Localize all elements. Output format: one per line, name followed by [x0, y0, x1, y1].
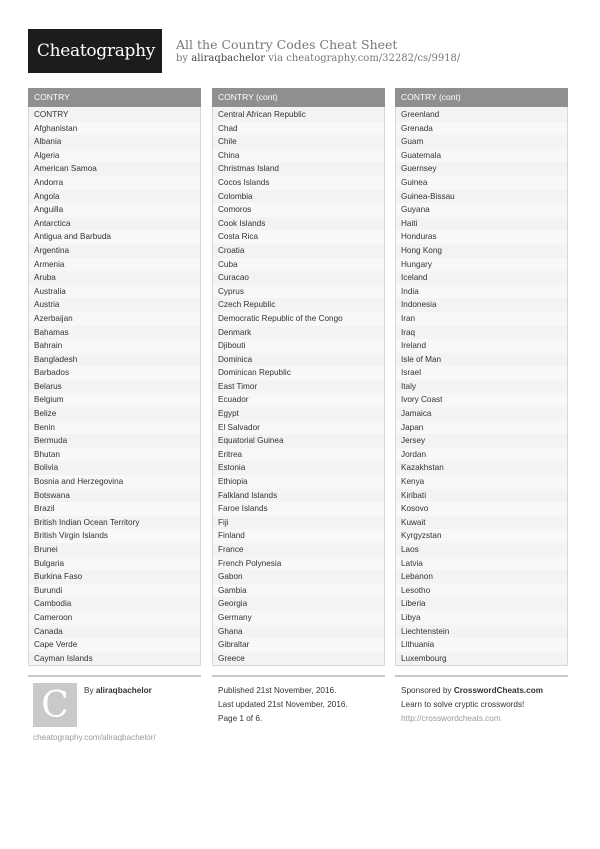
country-row: Kazakhstan — [396, 461, 567, 475]
country-row: Belize — [29, 407, 200, 421]
country-row: Kiribati — [396, 489, 567, 503]
footer-divider — [395, 675, 568, 677]
country-row: Isle of Man — [396, 353, 567, 367]
author-credit — [84, 686, 152, 695]
country-row: Libya — [396, 611, 567, 625]
country-row: Bulgaria — [29, 557, 200, 571]
country-row: France — [213, 543, 384, 557]
country-row: Denmark — [213, 326, 384, 340]
country-row: Djibouti — [213, 339, 384, 353]
country-row: Guam — [396, 135, 567, 149]
country-row: Botswana — [29, 489, 200, 503]
country-row: Germany — [213, 611, 384, 625]
country-row: Bhutan — [29, 448, 200, 462]
country-row: Cook Islands — [213, 217, 384, 231]
country-row: Brazil — [29, 502, 200, 516]
country-row: Iceland — [396, 271, 567, 285]
country-row: French Polynesia — [213, 557, 384, 571]
country-row: Brunei — [29, 543, 200, 557]
country-row: Dominica — [213, 353, 384, 367]
country-row: Latvia — [396, 557, 567, 571]
country-row: Honduras — [396, 230, 567, 244]
country-row: Guatemala — [396, 149, 567, 163]
updated-date: Last updated 21st November, 2016. — [218, 700, 348, 709]
country-row: Costa Rica — [213, 230, 384, 244]
country-row: Benin — [29, 421, 200, 435]
country-row: Argentina — [29, 244, 200, 258]
country-row: Czech Republic — [213, 298, 384, 312]
country-row: Kenya — [396, 475, 567, 489]
author-profile-link[interactable]: cheatography.com/aliraqbachelor/ — [33, 733, 156, 742]
country-row: Guernsey — [396, 162, 567, 176]
country-row: British Virgin Islands — [29, 529, 200, 543]
column-heading: CONTRY — [28, 88, 201, 107]
country-row: Luxembourg — [396, 652, 567, 666]
country-row: Burundi — [29, 584, 200, 598]
country-row: Burkina Faso — [29, 570, 200, 584]
country-row: Bangladesh — [29, 353, 200, 367]
country-row: Antigua and Barbuda — [29, 230, 200, 244]
country-row: Laos — [396, 543, 567, 557]
country-row: Greenland — [396, 108, 567, 122]
country-row: Jersey — [396, 434, 567, 448]
country-row: Bahamas — [29, 326, 200, 340]
country-row: Gambia — [213, 584, 384, 598]
sponsor-tagline: Learn to solve cryptic crosswords! — [401, 700, 525, 709]
country-row: Ghana — [213, 625, 384, 639]
page-number: Page 1 of 6. — [218, 714, 263, 723]
country-row: Democratic Republic of the Congo — [213, 312, 384, 326]
country-row: Israel — [396, 366, 567, 380]
country-row: Grenada — [396, 122, 567, 136]
country-row: Finland — [213, 529, 384, 543]
country-row: Ethiopia — [213, 475, 384, 489]
country-row: Cape Verde — [29, 638, 200, 652]
country-row: Chad — [213, 122, 384, 136]
country-row: Belarus — [29, 380, 200, 394]
country-row: Guyana — [396, 203, 567, 217]
author-name-link[interactable]: aliraqbachelor — [95, 686, 152, 695]
country-row: Georgia — [213, 597, 384, 611]
page-title: All the Country Codes Cheat Sheet — [176, 37, 398, 52]
sponsor-credit — [401, 686, 543, 695]
country-row: Cayman Islands — [29, 652, 200, 666]
published-date: Published 21st November, 2016. — [218, 686, 337, 695]
column-heading: CONTRY (cont) — [395, 88, 568, 107]
country-row: Canada — [29, 625, 200, 639]
country-list — [28, 107, 201, 666]
footer-divider — [212, 675, 385, 677]
country-row: Colombia — [213, 190, 384, 204]
country-row: Lesotho — [396, 584, 567, 598]
country-row: Cyprus — [213, 285, 384, 299]
country-row: Austria — [29, 298, 200, 312]
country-row: Japan — [396, 421, 567, 435]
author-avatar[interactable]: C — [33, 683, 77, 727]
country-row: Kyrgyzstan — [396, 529, 567, 543]
country-row: Cuba — [213, 258, 384, 272]
country-row: Greece — [213, 652, 384, 666]
country-row: Anguilla — [29, 203, 200, 217]
country-row: Barbados — [29, 366, 200, 380]
country-row: Australia — [29, 285, 200, 299]
country-row: Afghanistan — [29, 122, 200, 136]
country-row: Ireland — [396, 339, 567, 353]
country-row: American Samoa — [29, 162, 200, 176]
country-row: CONTRY — [29, 108, 200, 122]
byline — [176, 53, 460, 64]
country-row: Egypt — [213, 407, 384, 421]
cheatography-logo[interactable]: Cheatography — [28, 29, 162, 73]
country-row: Bahrain — [29, 339, 200, 353]
country-row: Eritrea — [213, 448, 384, 462]
country-row: Comoros — [213, 203, 384, 217]
country-row: Algeria — [29, 149, 200, 163]
country-row: Lebanon — [396, 570, 567, 584]
country-row: Belgium — [29, 393, 200, 407]
country-row: Guinea — [396, 176, 567, 190]
country-row: Lithuania — [396, 638, 567, 652]
country-row: Haiti — [396, 217, 567, 231]
country-row: Cambodia — [29, 597, 200, 611]
country-row: Guinea-Bissau — [396, 190, 567, 204]
country-row: Antarctica — [29, 217, 200, 231]
country-row: Ivory Coast — [396, 393, 567, 407]
country-row: China — [213, 149, 384, 163]
country-column-2 — [212, 88, 385, 666]
sponsor-name-link[interactable]: CrosswordCheats.com — [453, 686, 543, 695]
country-row: East Timor — [213, 380, 384, 394]
country-row: Iran — [396, 312, 567, 326]
country-list — [395, 107, 568, 666]
country-row: Armenia — [29, 258, 200, 272]
footer-divider — [28, 675, 201, 677]
country-row: El Salvador — [213, 421, 384, 435]
country-row: Jamaica — [396, 407, 567, 421]
country-row: Dominican Republic — [213, 366, 384, 380]
byline-author-link[interactable]: aliraqbachelor — [191, 53, 266, 64]
country-row: Kuwait — [396, 516, 567, 530]
sponsor-url-link[interactable]: http://crosswordcheats.com — [401, 714, 501, 723]
country-row: Kosovo — [396, 502, 567, 516]
country-row: Gabon — [213, 570, 384, 584]
country-row: Fiji — [213, 516, 384, 530]
country-row: Bosnia and Herzegovina — [29, 475, 200, 489]
sponsor-prefix: Sponsored by — [401, 686, 452, 695]
country-row: Chile — [213, 135, 384, 149]
country-row: Hong Kong — [396, 244, 567, 258]
country-row: Indonesia — [396, 298, 567, 312]
byline-by: by — [176, 53, 189, 64]
country-row: British Indian Ocean Territory — [29, 516, 200, 530]
column-heading: CONTRY (cont) — [212, 88, 385, 107]
byline-sheet-url[interactable]: cheatography.com/32282/cs/9918/ — [286, 53, 461, 64]
country-row: Hungary — [396, 258, 567, 272]
country-row: Angola — [29, 190, 200, 204]
country-row: Italy — [396, 380, 567, 394]
country-row: Cameroon — [29, 611, 200, 625]
country-row: Liechtenstein — [396, 625, 567, 639]
country-row: Aruba — [29, 271, 200, 285]
country-row: Andorra — [29, 176, 200, 190]
country-row: Jordan — [396, 448, 567, 462]
country-row: Iraq — [396, 326, 567, 340]
country-row: Faroe Islands — [213, 502, 384, 516]
country-row: Cocos Islands — [213, 176, 384, 190]
country-column-1 — [28, 88, 201, 666]
country-row: Equatorial Guinea — [213, 434, 384, 448]
country-row: Bermuda — [29, 434, 200, 448]
country-row: Croatia — [213, 244, 384, 258]
byline-via: via — [268, 53, 284, 64]
country-row: Falkland Islands — [213, 489, 384, 503]
country-row: Azerbaijan — [29, 312, 200, 326]
country-row: India — [396, 285, 567, 299]
country-row: Albania — [29, 135, 200, 149]
country-row: Ecuador — [213, 393, 384, 407]
country-list — [212, 107, 385, 666]
country-row: Christmas Island — [213, 162, 384, 176]
country-row: Gibraltar — [213, 638, 384, 652]
country-column-3 — [395, 88, 568, 666]
author-by-label: By — [84, 686, 94, 695]
country-row: Curacao — [213, 271, 384, 285]
country-row: Central African Republic — [213, 108, 384, 122]
country-row: Bolivia — [29, 461, 200, 475]
country-row: Estonia — [213, 461, 384, 475]
country-row: Liberia — [396, 597, 567, 611]
